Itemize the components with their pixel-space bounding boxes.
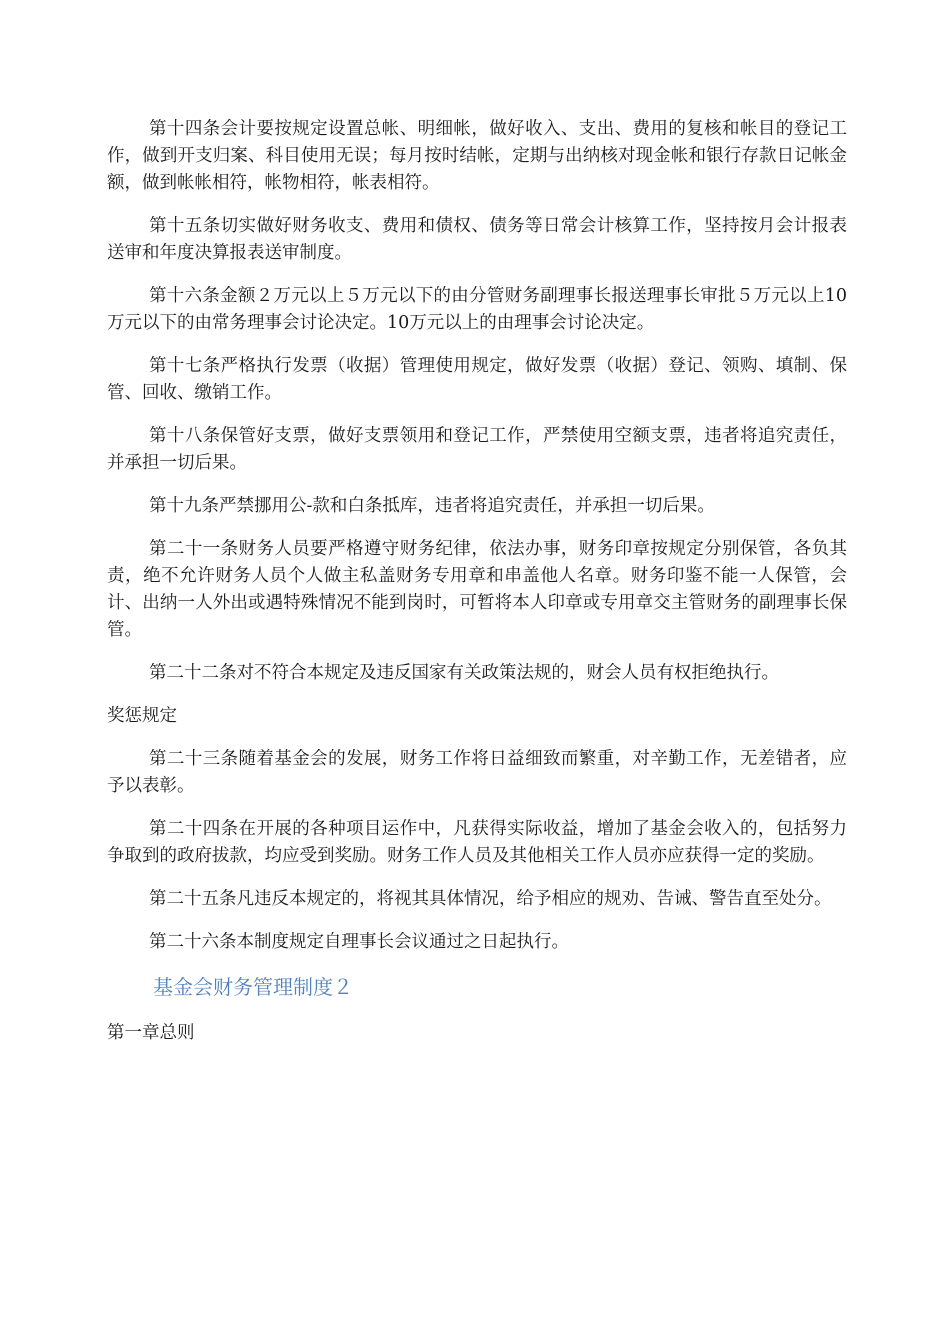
article-18: 第十八条保管好支票，做好支票领用和登记工作，严禁使用空额支票，违者将追究责任，并承担一切后果。 [107, 426, 847, 473]
article-24: 第二十四条在开展的各种项目运作中，凡获得实际收益，增加了基金会收入的，包括努力争取到的政府拔款，均应受到奖励。财务工作人员及其他相关工作人员亦应获得一定的奖励。 [107, 819, 847, 866]
article-25: 第二十五条凡违反本规定的，将视其具体情况，给予相应的规劝、告诫、警告直至处分。 [149, 889, 832, 909]
article-23: 第二十三条随着基金会的发展，财务工作将日益细致而繁重，对辛勤工作，无差错者，应予以表彰。 [107, 749, 847, 796]
article-26: 第二十六条本制度规定自理事长会议通过之日起执行。 [149, 932, 569, 952]
document-title-2: 基金会财务管理制度２ [153, 975, 353, 999]
article-22: 第二十二条对不符合本规定及违反国家有关政策法规的，财会人员有权拒绝执行。 [149, 663, 779, 683]
article-21: 第二十一条财务人员要严格遵守财务纪律，依法办事，财务印章按规定分别保管，各负其责，绝不允许财务人员个人做主私盖财务专用章和串盖他人名章。财务印鉴不能一人保管，会计、出纳一人外出或遇特殊情况不能到岗时，可暂将本人印章或专用章交主管财务的副理事长保管。 [107, 539, 847, 640]
article-14: 第十四条会计要按规定设置总帐、明细帐，做好收入、支出、费用的复核和帐目的登记工作，做到开支归案、科目使用无误；每月按时结帐，定期与出纳核对现金帐和银行存款日记帐金额，做到帐帐相符，帐物相符，帐表相符。 [107, 119, 847, 193]
article-17: 第十七条严格执行发票（收据）管理使用规定，做好发票（收据）登记、领购、填制、保管、回收、缴销工作。 [107, 356, 847, 403]
document-page [107, 116, 847, 1063]
article-15: 第十五条切实做好财务收支、费用和债权、债务等日常会计核算工作，坚持按月会计报表送审和年度决算报表送审制度。 [107, 216, 847, 263]
chapter-heading: 第一章总则 [107, 1023, 195, 1043]
article-19: 第十九条严禁挪用公-款和白条抵库，违者将追究责任，并承担一切后果。 [149, 496, 715, 516]
article-16: 第十六条金额２万元以上５万元以下的由分管财务副理事长报送理事长审批５万元以上10万元以下的由常务理事会讨论决定。10万元以上的由理事会讨论决定。 [107, 286, 847, 333]
section-heading-reward: 奖惩规定 [107, 706, 177, 726]
